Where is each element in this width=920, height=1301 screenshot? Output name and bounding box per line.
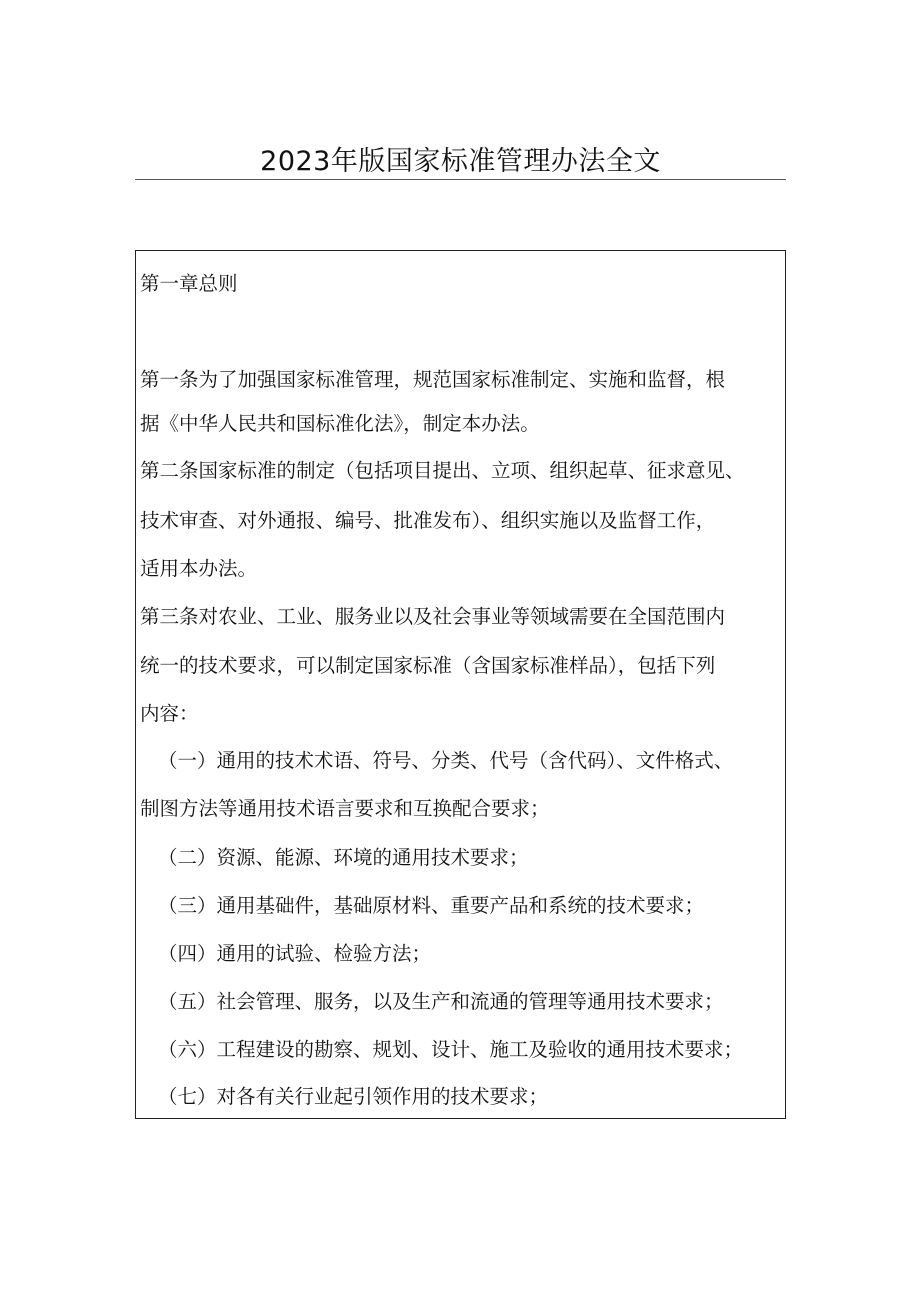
item-4: （四）通用的试验、检验方法；: [158, 942, 432, 965]
item-1-line-2: 制图方法等通用技术语言要求和互换配合要求；: [140, 797, 550, 820]
title-underline: [135, 179, 786, 180]
article-3-line-1: 第三条对农业、工业、服务业以及社会事业等领域需要在全国范围内: [140, 605, 726, 628]
document-title: 2023年版国家标准管理办法全文: [260, 146, 661, 177]
article-2-line-2: 技术审查、对外通报、编号、批准发布）、组织实施以及监督工作，: [140, 509, 716, 532]
article-3-line-2: 统一的技术要求，可以制定国家标准（含国家标准样品），包括下列: [140, 654, 716, 677]
article-2-line-3: 适用本办法。: [140, 557, 258, 580]
chapter-heading: 第一章总则: [140, 272, 238, 295]
item-2: （二）资源、能源、环境的通用技术要求；: [158, 846, 529, 869]
item-3: （三）通用基础件，基础原材料、重要产品和系统的技术要求；: [158, 894, 705, 917]
item-1-line-1: （一）通用的技术术语、符号、分类、代号（含代码）、文件格式、: [158, 749, 734, 772]
item-7: （七）对各有关行业起引领作用的技术要求；: [158, 1085, 549, 1108]
article-3-line-3: 内容：: [140, 702, 199, 725]
content-frame: [135, 250, 786, 1119]
item-6: （六）工程建设的勘察、规划、设计、施工及验收的通用技术要求；: [158, 1038, 744, 1061]
article-1-line-1: 第一条为了加强国家标准管理，规范国家标准制定、实施和监督，根: [140, 368, 726, 391]
article-1-line-2: 据《中华人民共和国标准化法》，制定本办法。: [140, 412, 540, 435]
item-5: （五）社会管理、服务，以及生产和流通的管理等通用技术要求；: [158, 990, 724, 1013]
article-2-line-1: 第二条国家标准的制定（包括项目提出、立项、组织起草、征求意见、: [140, 459, 745, 482]
